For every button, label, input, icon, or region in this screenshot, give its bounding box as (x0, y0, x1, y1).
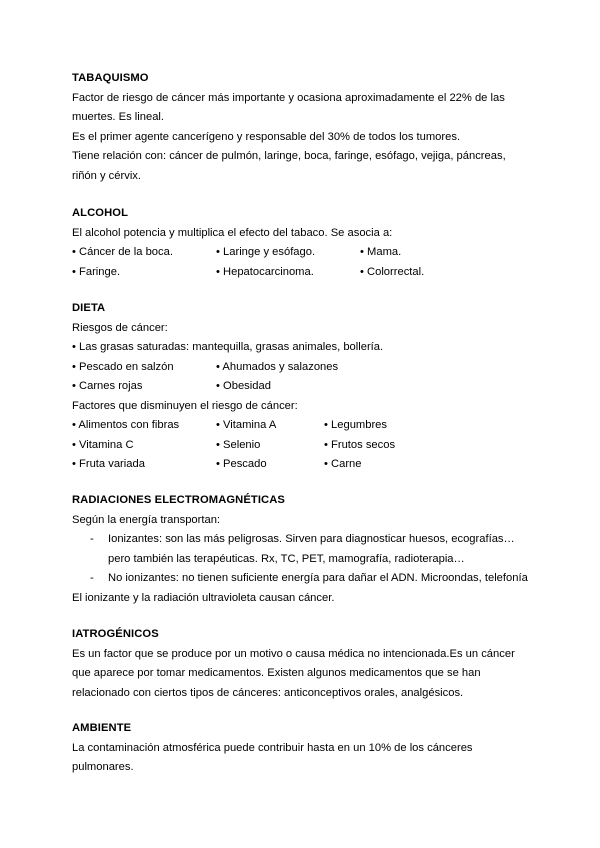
section-iatrogenicos (72, 625, 532, 703)
dash-bullet: - (90, 572, 94, 584)
list-item-continuation: pero también las terapéuticas. Rx, TC, PET, mamografía, radioterapia… (108, 552, 465, 565)
dash-list-item (72, 569, 532, 589)
paragraph-line: El alcohol potencia y multiplica el efecto del tabaco. Se asocia a: (72, 226, 393, 239)
paragraph-line: Riesgos de cáncer: (72, 321, 168, 334)
paragraph-line: Tiene relación con: cáncer de pulmón, laringe, boca, faringe, esófago, vejiga, páncreas, (72, 150, 506, 162)
list-item: • Ahumados y salazones (216, 360, 339, 373)
section-title: AMBIENTE (72, 722, 132, 734)
list-item: • Hepatocarcinoma. (216, 265, 314, 278)
dash-list-item (72, 530, 532, 550)
list-item: • Vitamina C (72, 438, 134, 451)
list-item-text: Ionizantes: son las más peligrosas. Sirven para diagnosticar huesos, ecografías… (108, 533, 515, 545)
section-title: DIETA (72, 302, 106, 314)
list-item: • Las grasas saturadas: mantequilla, grasas animales, bollería. (72, 341, 384, 353)
list-item: • Carnes rojas (72, 380, 143, 392)
paragraph-line: muertes. Es lineal. (72, 111, 165, 123)
list-row (72, 358, 532, 378)
paragraph-line: Factores que disminuyen el riesgo de cáncer: (72, 399, 298, 412)
paragraph-line: que aparece por tomar medicamentos. Existen algunos medicamentos que se han (72, 667, 481, 679)
list-item: • Legumbres (324, 419, 387, 431)
section-alcohol (72, 204, 532, 282)
section-tabaquismo (72, 69, 532, 186)
list-row (72, 416, 532, 436)
section-title: IATROGÉNICOS (72, 628, 159, 640)
list-row (72, 243, 532, 263)
list-item: • Cáncer de la boca. (72, 246, 173, 258)
section-title: TABAQUISMO (72, 72, 149, 84)
paragraph-line: Factor de riesgo de cáncer más importante y ocasiona aproximadamente el 22% de las (72, 91, 505, 104)
section-title: RADIACIONES ELECTROMAGNÉTICAS (72, 494, 285, 506)
list-item: • Frutos secos (324, 438, 396, 451)
section-radiaciones (72, 491, 532, 608)
section-title: ALCOHOL (72, 207, 129, 219)
paragraph-line: riñón y cérvix. (72, 169, 142, 182)
list-row (72, 263, 532, 283)
paragraph-line: La contaminación atmosférica puede contribuir hasta en un 10% de los cánceres (72, 741, 473, 754)
list-item: • Colorrectal. (360, 265, 425, 278)
list-item: • Mama. (360, 246, 402, 258)
list-row (72, 455, 532, 475)
paragraph-line: relacionado con ciertos tipos de cánceres: anticonceptivos orales, analgésicos. (72, 686, 464, 699)
paragraph-line: Es un factor que se produce por un motivo o causa médica no intencionada.Es un cáncer (72, 647, 515, 660)
section-ambiente (72, 719, 532, 778)
list-item: • Laringe y esófago. (216, 246, 316, 258)
list-item: • Pescado en salzón (72, 360, 174, 373)
section-dieta (72, 299, 532, 475)
list-item: • Vitamina A (216, 419, 277, 431)
list-item: • Carne (324, 458, 362, 470)
list-item: • Fruta variada (72, 458, 145, 470)
list-row (72, 436, 532, 456)
paragraph-line: El ionizante y la radiación ultravioleta causan cáncer. (72, 591, 335, 604)
list-item: • Alimentos con fibras (72, 419, 180, 431)
list-row (72, 377, 532, 397)
list-item: • Obesidad (216, 380, 271, 392)
paragraph-line: pulmonares. (72, 761, 134, 773)
list-item: • Pescado (216, 458, 267, 470)
list-item-text: No ionizantes: no tienen suficiente energía para dañar el ADN. Microondas, telefonía (108, 572, 528, 584)
list-item: • Faringe. (72, 265, 121, 278)
paragraph-line: Según la energía transportan: (72, 513, 221, 526)
list-item: • Selenio (216, 438, 261, 451)
dash-bullet: - (90, 533, 94, 545)
paragraph-line: Es el primer agente cancerígeno y responsable del 30% de todos los tumores. (72, 130, 461, 143)
